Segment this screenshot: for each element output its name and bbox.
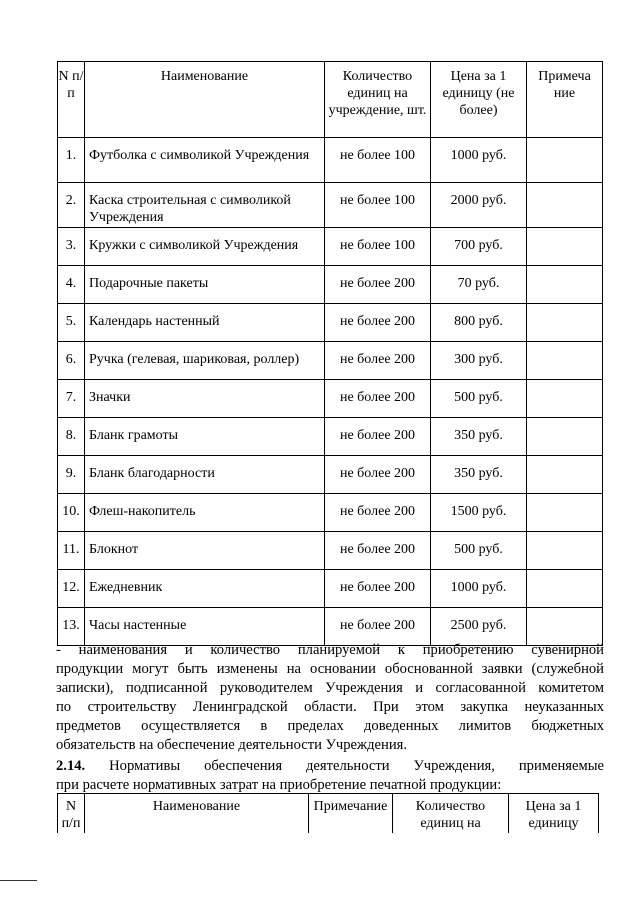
cell-note xyxy=(527,266,603,304)
cell-name: Ручка (гелевая, шариковая, роллер) xyxy=(85,342,325,380)
cell-note xyxy=(527,228,603,266)
cell-qty: не более 200 xyxy=(325,266,431,304)
cell-name: Футболка с символикой Учреждения xyxy=(85,138,325,183)
cell-name: Значки xyxy=(85,380,325,418)
cell-price: 700 руб. xyxy=(431,228,527,266)
header-price: Цена за 1 единицу xyxy=(509,794,599,834)
paragraph-line: продукции могут быть изменены на основании обоснованной заявки (служебной xyxy=(56,661,604,677)
cell-name: Каска строительная с символикой Учреждения xyxy=(85,183,325,228)
table-row xyxy=(58,570,603,608)
cell-price: 1500 руб. xyxy=(431,494,527,532)
cell-name: Часы настенные xyxy=(85,608,325,646)
cell-num: 5. xyxy=(58,304,85,342)
cell-num: 3. xyxy=(58,228,85,266)
table-row xyxy=(58,532,603,570)
section-2-14 xyxy=(56,757,604,795)
cell-name: Бланк благодарности xyxy=(85,456,325,494)
table-header-row xyxy=(58,794,599,834)
cell-name: Бланк грамоты xyxy=(85,418,325,456)
cell-qty: не более 200 xyxy=(325,494,431,532)
cell-note xyxy=(527,138,603,183)
cell-qty: не более 200 xyxy=(325,532,431,570)
section-heading-line xyxy=(56,757,604,776)
cell-qty: не более 200 xyxy=(325,418,431,456)
table-row xyxy=(58,304,603,342)
cell-name: Флеш-накопитель xyxy=(85,494,325,532)
cell-num: 2. xyxy=(58,183,85,228)
cell-qty: не более 100 xyxy=(325,138,431,183)
table-row xyxy=(58,494,603,532)
cell-qty: не более 100 xyxy=(325,183,431,228)
cell-num: 12. xyxy=(58,570,85,608)
table-row xyxy=(58,266,603,304)
cell-price: 1000 руб. xyxy=(431,138,527,183)
cell-name: Подарочные пакеты xyxy=(85,266,325,304)
cell-num: 8. xyxy=(58,418,85,456)
section-heading-line: при расчете нормативных затрат на приобретение печатной продукции: xyxy=(56,777,502,793)
header-num: N п/п xyxy=(58,794,85,834)
cell-qty: не более 200 xyxy=(325,456,431,494)
cell-price: 1000 руб. xyxy=(431,570,527,608)
cell-price: 70 руб. xyxy=(431,266,527,304)
cell-note xyxy=(527,304,603,342)
section-number: 2.14. xyxy=(56,758,86,774)
header-note: Примечание xyxy=(309,794,393,834)
table-row xyxy=(58,342,603,380)
header-name: Наименование xyxy=(85,62,325,138)
cell-qty: не более 200 xyxy=(325,608,431,646)
cell-note xyxy=(527,342,603,380)
header-qty: Количество единиц на xyxy=(393,794,509,834)
cell-price: 350 руб. xyxy=(431,456,527,494)
cell-name: Календарь настенный xyxy=(85,304,325,342)
cell-qty: не более 200 xyxy=(325,380,431,418)
cell-price: 300 руб. xyxy=(431,342,527,380)
cell-note xyxy=(527,183,603,228)
header-price: Цена за 1 единицу (не более) xyxy=(431,62,527,138)
cell-name: Ежедневник xyxy=(85,570,325,608)
cell-num: 9. xyxy=(58,456,85,494)
cell-num: 1. xyxy=(58,138,85,183)
table-row xyxy=(58,418,603,456)
cell-name: Кружки с символикой Учреждения xyxy=(85,228,325,266)
table-row xyxy=(58,183,603,228)
scan-edge-mark xyxy=(0,880,37,881)
header-note: Примеча ние xyxy=(527,62,603,138)
header-qty: Количество единиц на учреждение, шт. xyxy=(325,62,431,138)
table-row xyxy=(58,380,603,418)
printed-products-table xyxy=(57,793,599,833)
header-name: Наименование xyxy=(85,794,309,834)
cell-note xyxy=(527,608,603,646)
cell-num: 13. xyxy=(58,608,85,646)
cell-price: 2000 руб. xyxy=(431,183,527,228)
cell-qty: не более 200 xyxy=(325,342,431,380)
table-row xyxy=(58,228,603,266)
cell-price: 800 руб. xyxy=(431,304,527,342)
cell-num: 6. xyxy=(58,342,85,380)
paragraph-line: предметов осуществляется в пределах доведенных лимитов бюджетных xyxy=(56,718,604,734)
cell-qty: не более 100 xyxy=(325,228,431,266)
cell-qty: не более 200 xyxy=(325,570,431,608)
table-row xyxy=(58,608,603,646)
cell-price: 2500 руб. xyxy=(431,608,527,646)
table-header-row xyxy=(58,62,603,138)
cell-num: 10. xyxy=(58,494,85,532)
cell-num: 7. xyxy=(58,380,85,418)
header-num: N п/п xyxy=(58,62,85,138)
cell-note xyxy=(527,494,603,532)
cell-note xyxy=(527,456,603,494)
table-row xyxy=(58,138,603,183)
paragraph-line: по строительству Ленинградской области. При этом закупка неуказанных xyxy=(56,699,604,715)
paragraph-line: обязательств на обеспечение деятельности Учреждения. xyxy=(56,737,407,753)
souvenir-norms-table xyxy=(57,61,603,646)
cell-price: 350 руб. xyxy=(431,418,527,456)
cell-note xyxy=(527,418,603,456)
cell-name: Блокнот xyxy=(85,532,325,570)
cell-num: 11. xyxy=(58,532,85,570)
cell-price: 500 руб. xyxy=(431,532,527,570)
paragraph-line: - наименования и количество планируемой к приобретению сувенирной xyxy=(56,642,604,658)
table-row xyxy=(58,456,603,494)
cell-note xyxy=(527,570,603,608)
paragraph-line: записки), подписанной руководителем Учреждения и согласованной комитетом xyxy=(56,680,604,696)
cell-price: 500 руб. xyxy=(431,380,527,418)
cell-note xyxy=(527,532,603,570)
section-heading-text: Нормативы обеспечения деятельности Учреждения, применяемые xyxy=(85,758,604,774)
cell-qty: не более 200 xyxy=(325,304,431,342)
paragraph-note xyxy=(56,641,604,755)
cell-num: 4. xyxy=(58,266,85,304)
cell-note xyxy=(527,380,603,418)
